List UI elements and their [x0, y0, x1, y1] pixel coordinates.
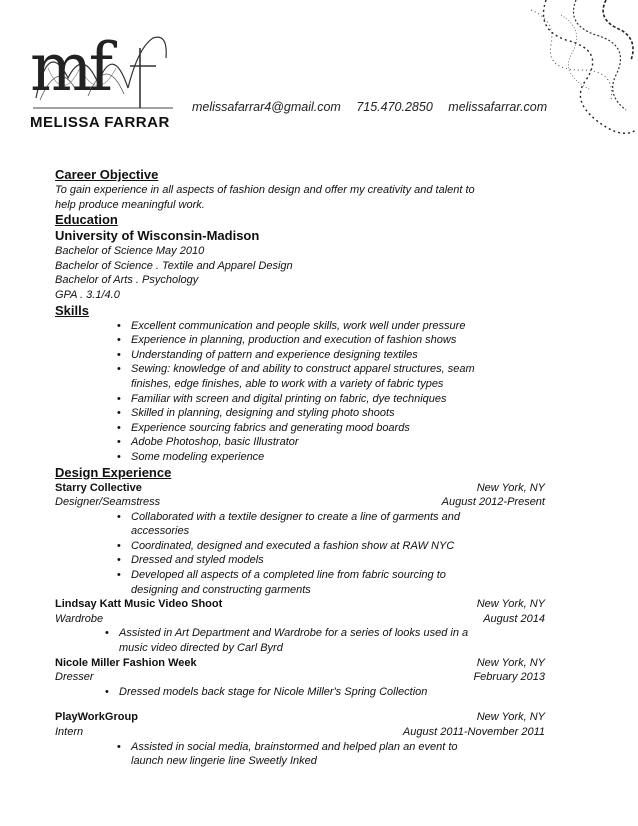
- education-line: Bachelor of Science . Textile and Apparel Design: [55, 259, 293, 272]
- list-item: [55, 435, 545, 450]
- list-item-continuation: [55, 641, 545, 656]
- bullet-icon: •: [117, 436, 121, 449]
- job-bullets: [55, 740, 545, 769]
- education-line: Bachelor of Science May 2010: [55, 245, 205, 258]
- skill-text: Experience sourcing fabrics and generating mood boards: [131, 421, 410, 434]
- list-item: [55, 568, 545, 583]
- education-heading: Education: [55, 212, 118, 228]
- career-objective-text: help produce meaningful work.: [55, 198, 205, 211]
- job-role: Dresser: [55, 671, 94, 684]
- skill-text: Some modeling experience: [131, 450, 265, 463]
- bullet-icon: •: [105, 627, 109, 640]
- list-item: [55, 362, 545, 377]
- list-item: [55, 553, 545, 568]
- job-bullet-text: accessories: [131, 525, 190, 538]
- job-bullet-text: Developed all aspects of a completed line from fabric sourcing to: [131, 569, 446, 582]
- career-objective-heading: Career Objective: [55, 167, 159, 182]
- spacer: [55, 699, 545, 710]
- bullet-icon: •: [117, 319, 121, 332]
- list-item: [55, 740, 545, 755]
- skill-text: Experience in planning, production and execution of fashion shows: [131, 334, 457, 347]
- bullet-icon: •: [105, 685, 109, 698]
- email-link[interactable]: melissafarrar4@gmail.com: [192, 100, 341, 114]
- job-bullet-text: music video directed by Carl Byrd: [119, 642, 283, 655]
- job-dates: August 2014: [483, 612, 545, 625]
- job-org: Nicole Miller Fashion Week: [55, 656, 197, 669]
- bullet-icon: •: [117, 407, 121, 420]
- job-bullet-text: Assisted in social media, brainstormed and helped plan an event to: [131, 740, 458, 753]
- bullet-icon: •: [117, 569, 121, 582]
- list-item: [55, 626, 545, 641]
- logo: [28, 28, 178, 136]
- bullet-icon: •: [117, 421, 121, 434]
- resume-content: [55, 167, 545, 769]
- list-item: [55, 421, 545, 436]
- job-dates: August 2011-November 2011: [402, 726, 545, 738]
- skill-text: Understanding of pattern and experience designing textiles: [131, 348, 418, 361]
- skill-text: Excellent communication and people skills, work well under pressure: [131, 319, 466, 332]
- bullet-icon: •: [117, 450, 121, 463]
- name: MELISSA FARRAR: [30, 114, 170, 131]
- list-item: [55, 450, 545, 465]
- skill-text: Sewing: knowledge of and ability to construct apparel structures, seam: [131, 363, 475, 376]
- job-location: New York, NY: [476, 711, 545, 724]
- job-role-row: [55, 670, 545, 685]
- list-item: [55, 319, 545, 334]
- job-location: New York, NY: [476, 481, 545, 494]
- skill-text: Familiar with screen and digital printing on fabric, dye techniques: [131, 392, 447, 405]
- skill-text: Adobe Photoshop, basic Illustrator: [131, 436, 299, 449]
- job-role: Intern: [55, 726, 84, 738]
- job-role-row: [55, 725, 545, 740]
- job-bullets: [55, 510, 545, 598]
- website-link[interactable]: melissafarrar.com: [448, 100, 548, 114]
- list-item: [55, 685, 545, 700]
- job-role: Wardrobe: [55, 612, 104, 625]
- job-dates: August 2012-Present: [441, 496, 545, 509]
- list-item: [55, 406, 545, 421]
- school-name: University of Wisconsin-Madison: [55, 228, 260, 244]
- job-bullet-text: Coordinated, designed and executed a fashion show at RAW NYC: [131, 539, 455, 552]
- job-org: Starry Collective: [55, 481, 142, 494]
- bullet-icon: •: [117, 554, 121, 567]
- bullet-icon: •: [117, 539, 121, 552]
- job-dates: February 2013: [473, 671, 545, 684]
- job-role: Designer/Seamstress: [55, 496, 161, 509]
- job-location: New York, NY: [476, 598, 545, 611]
- job-bullet-text: Dressed models back stage for Nicole Miller's Spring Collection: [119, 685, 428, 698]
- bullet-icon: •: [117, 740, 121, 753]
- list-item-continuation: [55, 524, 545, 539]
- list-item: [55, 348, 545, 363]
- list-item-continuation: [55, 754, 545, 769]
- career-objective-text: To gain experience in all aspects of fashion design and offer my creativity and talent to: [55, 184, 475, 196]
- bullet-icon: •: [117, 363, 121, 376]
- skills-list: [55, 319, 545, 465]
- list-item-continuation: [55, 377, 545, 392]
- bullet-icon: •: [117, 348, 121, 361]
- job-bullet-text: launch new lingerie line Sweetly Inked: [131, 755, 317, 768]
- design-experience-heading: Design Experience: [55, 464, 172, 480]
- contact-info: [192, 100, 559, 114]
- job-header: [55, 710, 545, 725]
- list-item: [55, 392, 545, 407]
- job-role-row: [55, 495, 545, 510]
- job-bullets: [55, 626, 545, 655]
- job-org: Lindsay Katt Music Video Shoot: [55, 598, 223, 611]
- job-header: [55, 597, 545, 612]
- skills-heading: Skills: [55, 302, 89, 318]
- bullet-icon: •: [117, 334, 121, 347]
- phone-number: 715.470.2850: [356, 100, 433, 114]
- list-item-continuation: [55, 583, 545, 598]
- list-item: [55, 333, 545, 348]
- job-header: [55, 481, 545, 496]
- job-bullet-text: Assisted in Art Department and Wardrobe for a series of looks used in a: [119, 627, 469, 640]
- bullet-icon: •: [117, 510, 121, 523]
- list-item: [55, 510, 545, 525]
- education-line: GPA . 3.1/4.0: [55, 288, 120, 301]
- job-bullet-text: Collaborated with a textile designer to create a line of garments and: [131, 510, 460, 523]
- bullet-icon: •: [117, 392, 121, 405]
- skill-text: finishes, edge finishes, able to work with a variety of fabric types: [131, 377, 444, 390]
- decorative-swirl-icon: [526, 0, 638, 150]
- job-location: New York, NY: [476, 656, 545, 669]
- list-item: [55, 539, 545, 554]
- education-line: Bachelor of Arts . Psychology: [55, 274, 199, 287]
- job-bullets: [55, 685, 545, 700]
- skill-text: Skilled in planning, designing and styling photo shoots: [131, 407, 395, 420]
- job-bullet-text: designing and constructing garments: [131, 583, 311, 596]
- logo-monogram: mf: [30, 29, 110, 106]
- job-org: PlayWorkGroup: [55, 711, 138, 724]
- job-header: [55, 656, 545, 671]
- job-role-row: [55, 612, 545, 627]
- job-bullet-text: Dressed and styled models: [131, 554, 264, 567]
